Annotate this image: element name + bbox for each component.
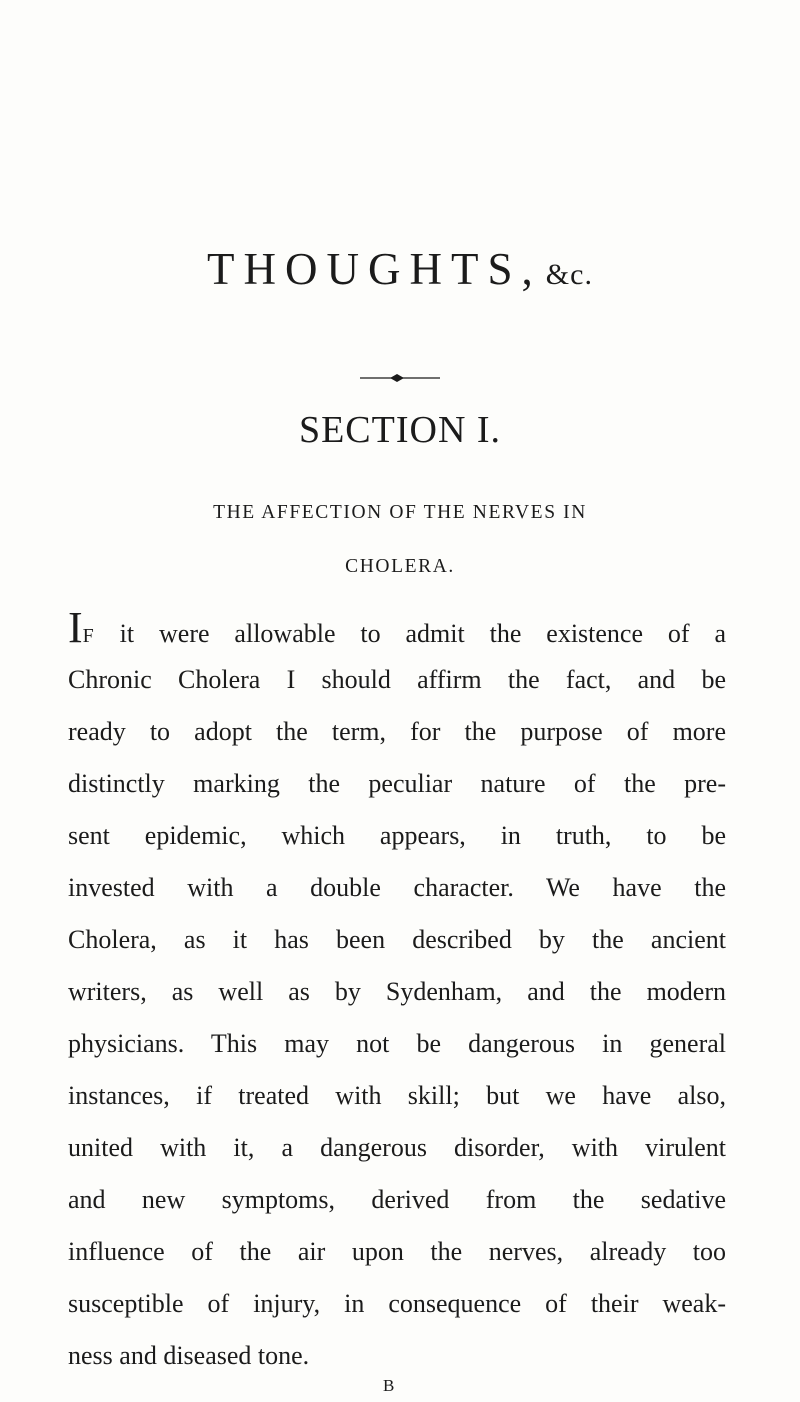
body-line-8: writers, as well as by Sydenham, and the modern: [68, 977, 726, 1006]
body-line-5: sent epidemic, which appears, in truth, to be: [68, 821, 726, 850]
first-word-small-caps: F: [82, 625, 95, 647]
drop-cap: I: [68, 603, 83, 652]
running-title-main: THOUGHTS,: [207, 244, 542, 294]
body-line-2: Chronic Cholera I should affirm the fact, and be: [68, 665, 726, 694]
body-line-10: instances, if treated with skill; but we have also,: [68, 1081, 726, 1110]
body-line-14: susceptible of injury, in consequence of their weak-: [68, 1289, 726, 1318]
body-line-4: distinctly marking the peculiar nature of the pre-: [68, 769, 726, 798]
body-line-11: united with it, a dangerous disorder, with virulent: [68, 1133, 726, 1162]
section-subheading-line-1: THE AFFECTION OF THE NERVES IN: [213, 502, 587, 523]
section-subheading-line-2: CHOLERA.: [345, 556, 455, 577]
section-heading: SECTION I.: [298, 409, 502, 451]
running-title-etc: &c.: [545, 258, 593, 291]
body-line-7: Cholera, as it has been described by the ancient: [68, 925, 726, 954]
body-line-12: and new symptoms, derived from the sedative: [68, 1185, 726, 1214]
body-line-1-text: it were allowable to admit the existence of a: [94, 619, 726, 648]
body-line-9: physicians. This may not be dangerous in general: [68, 1029, 726, 1058]
body-line-13: influence of the air upon the nerves, already too: [68, 1237, 726, 1266]
body-line-1: [68, 603, 726, 652]
body-line-6: invested with a double character. We have the: [68, 873, 726, 902]
signature-mark: B: [383, 1376, 395, 1395]
diamond-rule-ornament: [360, 373, 440, 383]
running-title: [0, 243, 800, 295]
body-line-15: ness and diseased tone.: [68, 1341, 310, 1370]
body-line-3: ready to adopt the term, for the purpose of more: [68, 717, 726, 746]
